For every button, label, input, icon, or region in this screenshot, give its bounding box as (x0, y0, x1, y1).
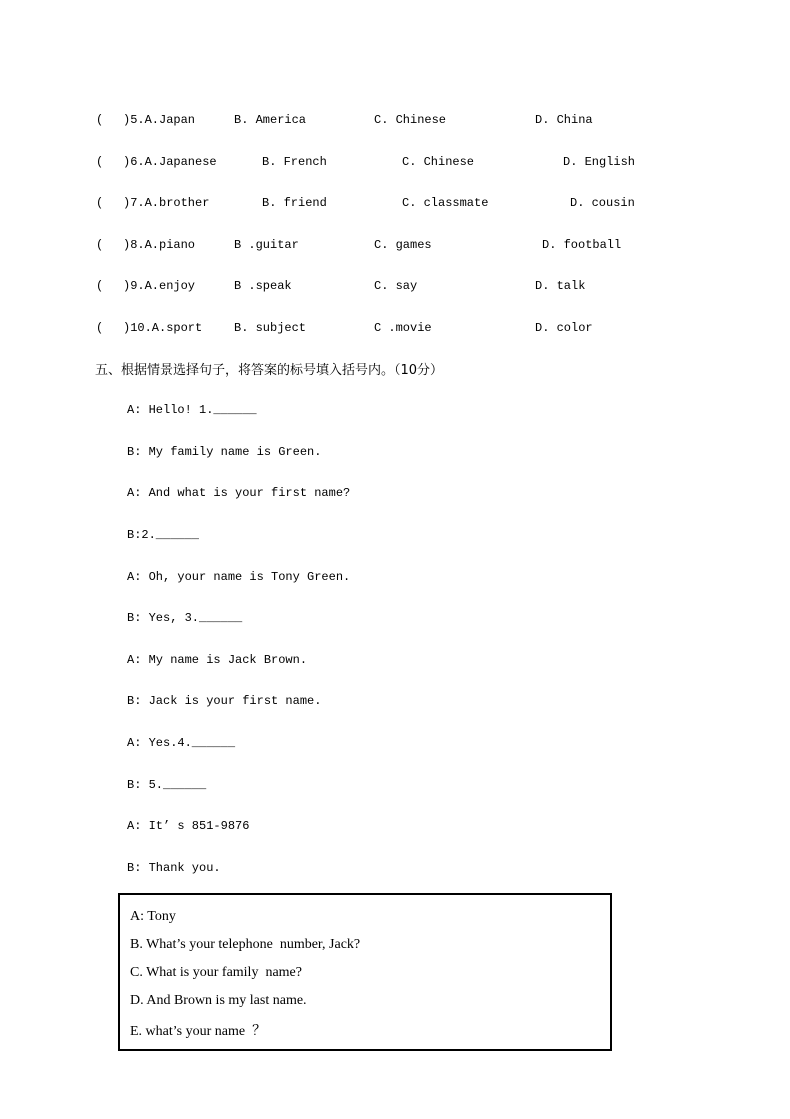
option-c: C. say (374, 279, 418, 293)
option-b: B. America (234, 113, 307, 127)
option-item: B. What’s your telephone number, Jack? (130, 937, 361, 952)
option-a: )7.A.brother (123, 196, 210, 210)
option-d: D. talk (535, 279, 586, 293)
option-b: B .guitar (234, 238, 299, 252)
dialogue-line: A: It’ s 851-9876 (127, 819, 250, 833)
option-item: A: Tony (130, 909, 176, 924)
option-item: E. what’s your name ？ (130, 1024, 267, 1039)
dialogue-line: B: 5.______ (127, 778, 207, 792)
dialogue-line: A: Oh, your name is Tony Green. (127, 570, 351, 584)
option-a: )10.A.sport (123, 321, 203, 335)
answer-blank: ( (96, 155, 104, 169)
option-c: C. classmate (402, 196, 489, 210)
option-d: D. cousin (570, 196, 635, 210)
option-d: D. China (535, 113, 593, 127)
answer-blank: ( (96, 196, 104, 210)
answer-blank: ( (96, 238, 104, 252)
option-a: )9.A.enjoy (123, 279, 196, 293)
option-item: D. And Brown is my last name. (130, 993, 307, 1008)
dialogue-line: A: Hello! 1.______ (127, 403, 257, 417)
option-d: D. English (563, 155, 636, 169)
option-a: )6.A.Japanese (123, 155, 217, 169)
option-a: )5.A.Japan (123, 113, 196, 127)
dialogue-line: B: Thank you. (127, 861, 221, 875)
option-b: B. friend (262, 196, 327, 210)
option-item: C. What is your family name? (130, 965, 302, 980)
dialogue-line: A: Yes.4.______ (127, 736, 236, 750)
option-c: C .movie (374, 321, 432, 335)
option-b: B. subject (234, 321, 307, 335)
answer-blank: ( (96, 279, 104, 293)
answer-blank: ( (96, 113, 104, 127)
option-d: D. color (535, 321, 593, 335)
option-a: )8.A.piano (123, 238, 196, 252)
dialogue-line: B: Yes, 3.______ (127, 611, 243, 625)
option-b: B .speak (234, 279, 292, 293)
dialogue-line: B: My family name is Green. (127, 445, 322, 459)
option-c: C. Chinese (374, 113, 447, 127)
dialogue-line: A: My name is Jack Brown. (127, 653, 308, 667)
options-box (118, 893, 612, 1051)
option-d: D. football (542, 238, 622, 252)
option-b: B. French (262, 155, 327, 169)
option-c: C. Chinese (402, 155, 475, 169)
section-heading: 五、根据情景选择句子，将答案的标号填入括号内。（10分） (95, 363, 444, 378)
answer-blank: ( (96, 321, 104, 335)
dialogue-line: B:2.______ (127, 528, 200, 542)
option-c: C. games (374, 238, 432, 252)
dialogue-line: A: And what is your first name? (127, 486, 351, 500)
dialogue-line: B: Jack is your first name. (127, 694, 322, 708)
